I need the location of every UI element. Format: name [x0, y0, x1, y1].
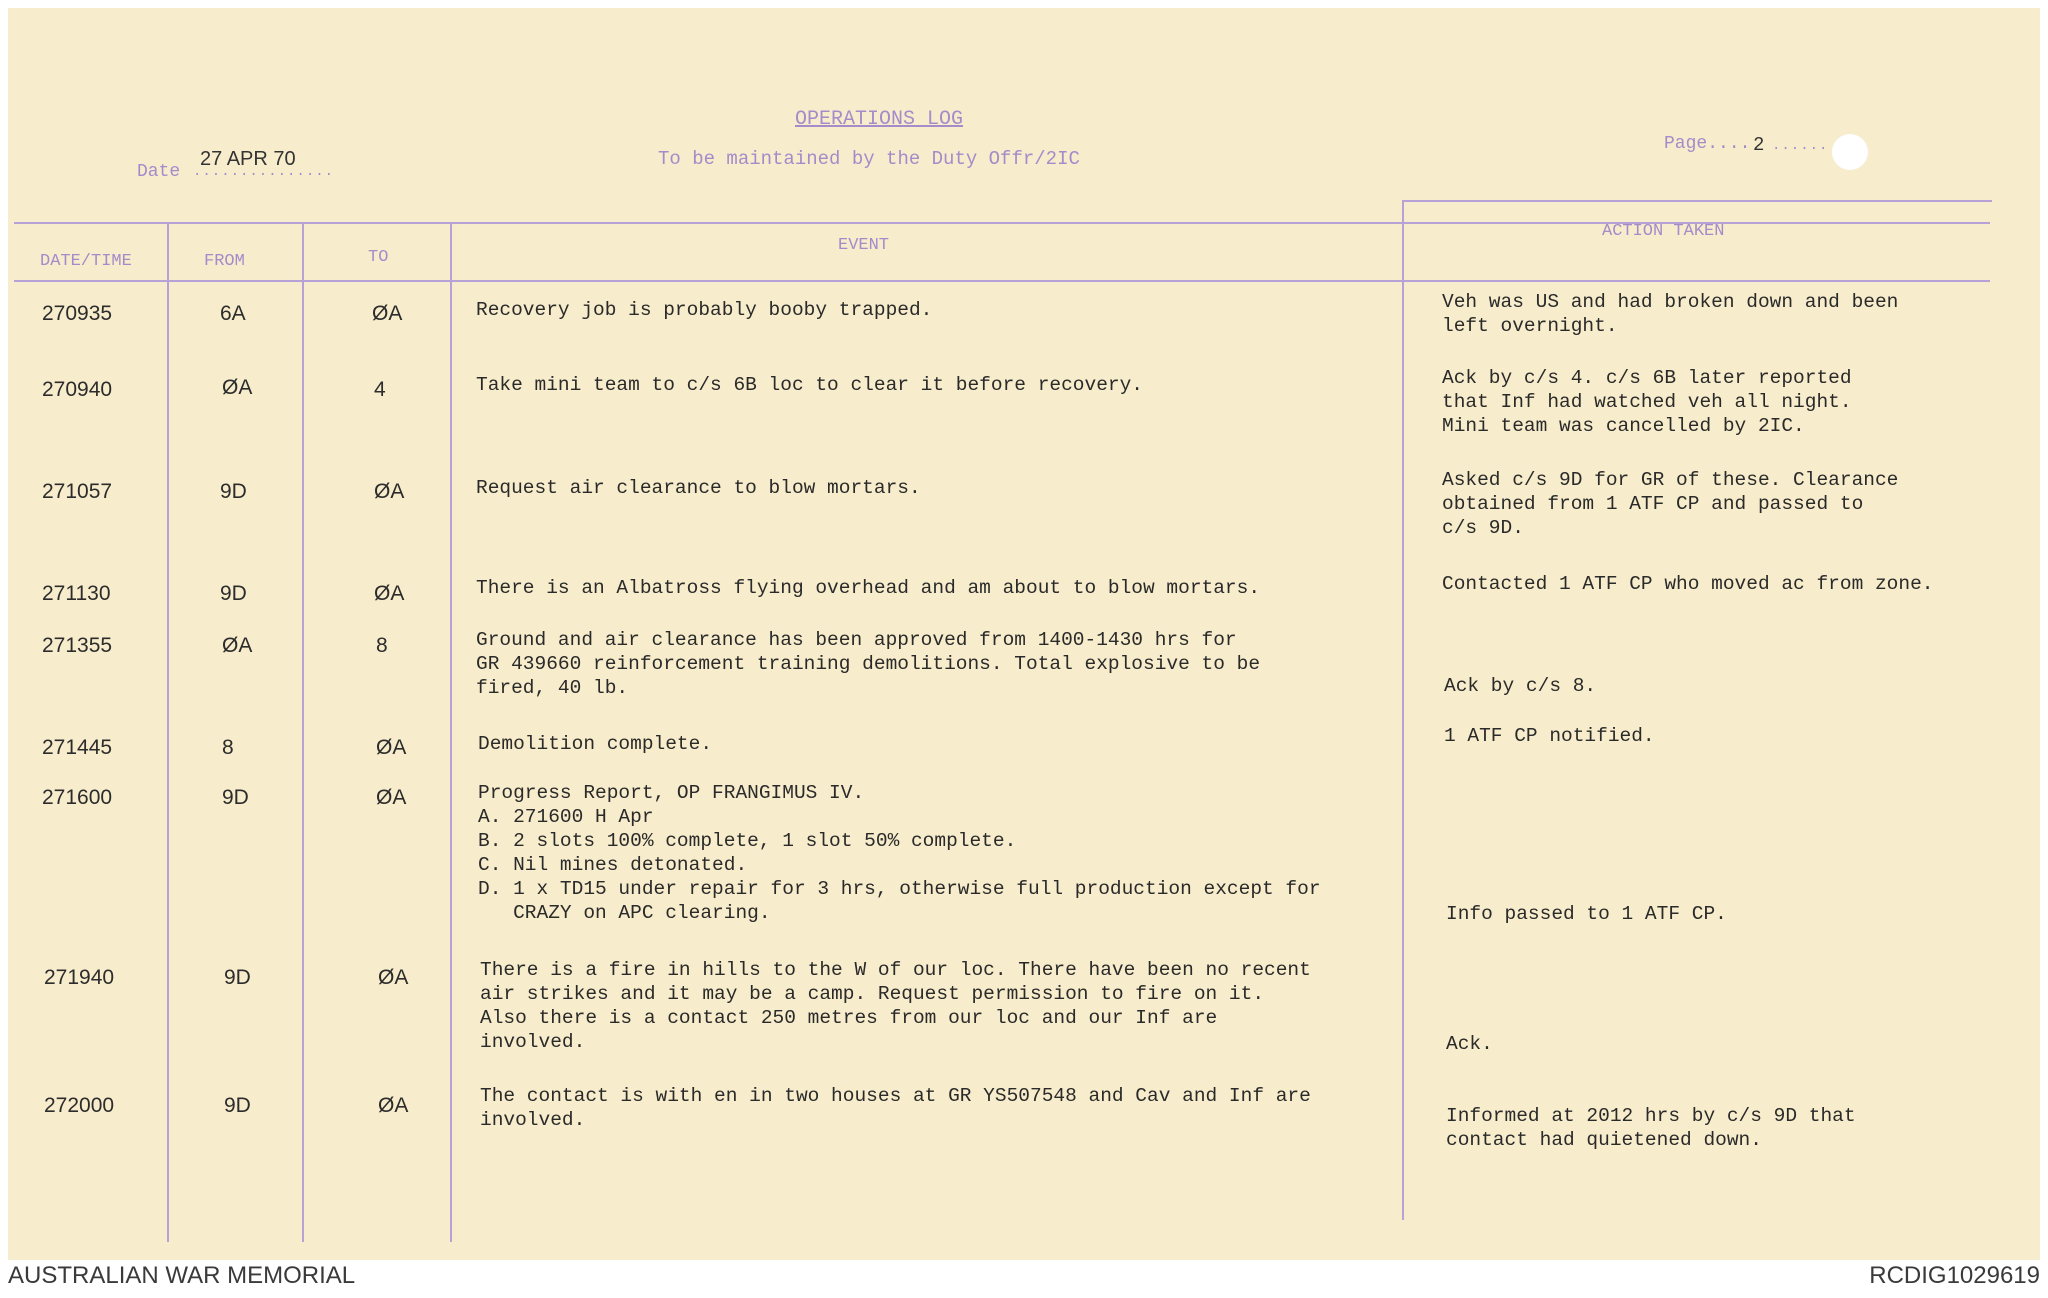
row-to: 8: [376, 634, 388, 657]
row-datetime: 270940: [42, 378, 113, 401]
date-dots: ...............: [193, 164, 335, 180]
row-from: ØA: [222, 634, 253, 657]
col-header-from: FROM: [204, 252, 245, 271]
row-event: Progress Report, OP FRANGIMUS IV. A. 271600 H Apr B. 2 slots 100% complete, 1 slot 50% complete. C. Nil mines detonated. D. 1 x TD15 under repair for 3 hrs, otherwise full production except for CRAZY on APC clearing.: [478, 782, 1321, 924]
row-event: Take mini team to c/s 6B loc to clear it before recovery.: [476, 374, 1144, 396]
row-from: 9D: [220, 480, 247, 503]
row-from: ØA: [222, 376, 253, 399]
row-datetime: 271130: [42, 582, 111, 605]
action-top-rule: [1402, 200, 1992, 202]
col-header-event: EVENT: [838, 236, 890, 255]
row-from: 6A: [220, 302, 246, 325]
row-to: ØA: [374, 582, 405, 605]
row-action: Ack by c/s 4. c/s 6B later reported that Inf had watched veh all night. Mini team was cancelled by 2IC.: [1442, 367, 1852, 437]
footer-id: RCDIG1029619: [1869, 1262, 2040, 1289]
row-action: 1 ATF CP notified.: [1444, 725, 1655, 747]
page-title: OPERATIONS LOG: [795, 108, 964, 131]
row-datetime: 272000: [44, 1094, 115, 1117]
col-divider-2: [302, 222, 304, 1242]
row-event: There is a fire in hills to the W of our loc. There have been no recent air strikes and it may be a camp. Request permission to fire on it. Also there is a contact 250 metres from our loc and our Inf are involved.: [480, 959, 1311, 1053]
date-value: 27 APR 70: [200, 148, 296, 170]
col-divider-3: [450, 222, 452, 1242]
row-datetime: 270935: [42, 302, 113, 325]
row-datetime: 271057: [42, 480, 113, 503]
row-from: 9D: [224, 1094, 251, 1117]
row-datetime: 271940: [44, 966, 115, 989]
page-label: Page....: [1664, 134, 1751, 154]
col-divider-4: [1402, 200, 1404, 1220]
page-number: 2: [1753, 134, 1765, 156]
col-header-datetime: DATE/TIME: [40, 252, 132, 271]
row-datetime: 271600: [42, 786, 113, 809]
row-datetime: 271355: [42, 634, 113, 657]
row-action: Informed at 2012 hrs by c/s 9D that contact had quietened down.: [1446, 1105, 1856, 1151]
row-to: 4: [374, 378, 386, 401]
page-dots: ......: [1772, 138, 1829, 154]
row-event: The contact is with en in two houses at GR YS507548 and Cav and Inf are involved.: [480, 1085, 1311, 1131]
row-action: Ack.: [1446, 1033, 1493, 1055]
row-datetime: 271445: [42, 736, 113, 759]
row-from: 9D: [222, 786, 249, 809]
row-event: Ground and air clearance has been approved from 1400-1430 hrs for GR 439660 reinforcement training demolitions. Total explosive to be fired, 40 lb.: [476, 629, 1261, 699]
header-bottom-rule: [14, 280, 1990, 282]
row-action: Veh was US and had broken down and been left overnight.: [1442, 291, 1899, 337]
row-action: Info passed to 1 ATF CP.: [1446, 903, 1727, 925]
row-from: 9D: [224, 966, 251, 989]
col-header-action: ACTION TAKEN: [1602, 222, 1725, 241]
row-action: Asked c/s 9D for GR of these. Clearance obtained from 1 ATF CP and passed to c/s 9D.: [1442, 469, 1899, 539]
col-divider-1: [167, 222, 169, 1242]
row-to: ØA: [378, 1094, 409, 1117]
row-action: Contacted 1 ATF CP who moved ac from zone.: [1442, 573, 1934, 595]
row-event: There is an Albatross flying overhead and am about to blow mortars.: [476, 577, 1261, 599]
row-to: ØA: [374, 480, 405, 503]
row-to: ØA: [372, 302, 403, 325]
row-from: 8: [222, 736, 234, 759]
row-from: 9D: [220, 582, 247, 605]
footer-source: AUSTRALIAN WAR MEMORIAL: [8, 1262, 356, 1289]
punch-hole: [1832, 134, 1868, 170]
col-header-to: TO: [368, 248, 389, 267]
row-event: Recovery job is probably booby trapped.: [476, 299, 933, 321]
row-event: Request air clearance to blow mortars.: [476, 477, 921, 499]
row-to: ØA: [378, 966, 409, 989]
page-subtitle: To be maintained by the Duty Offr/2IC: [658, 148, 1080, 170]
row-to: ØA: [376, 736, 407, 759]
row-event: Demolition complete.: [478, 733, 713, 755]
row-action: Ack by c/s 8.: [1444, 675, 1597, 697]
date-label: Date: [137, 162, 181, 182]
row-to: ØA: [376, 786, 407, 809]
